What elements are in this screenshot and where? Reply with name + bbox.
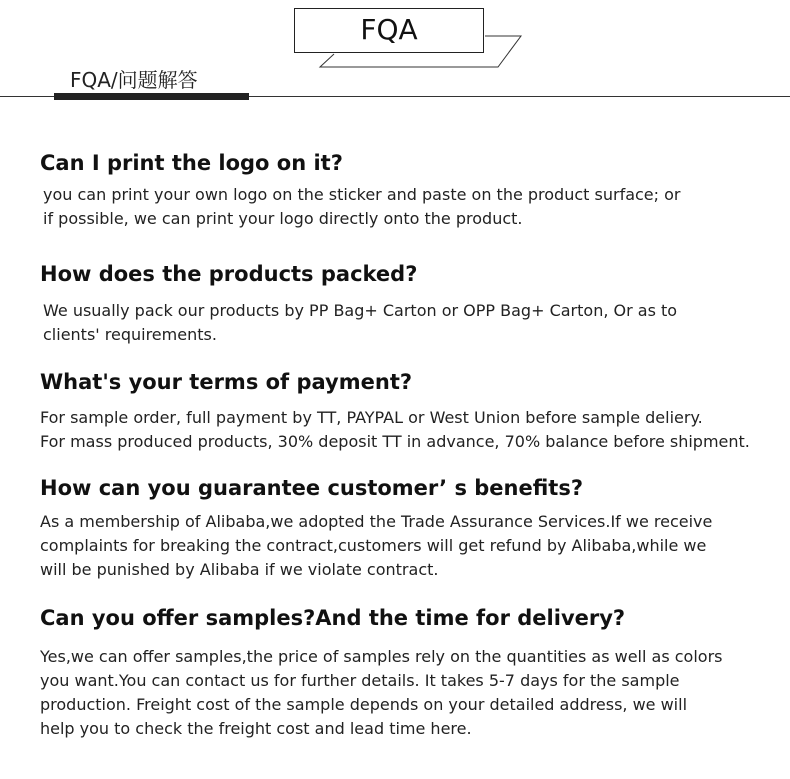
faq-question: Can you offer samples?And the time for delivery?	[40, 606, 626, 630]
faq-question: How can you guarantee customer’ s benefits?	[40, 476, 584, 500]
faq-answer: As a membership of Alibaba,we adopted the Trade Assurance Services.If we receive complaints for breaking the contract,customers will get refund by Alibaba,while we will be punished by Alibaba if we violate contract.	[40, 512, 713, 579]
section-label: FQA/问题解答	[70, 68, 198, 92]
faq-answer: For sample order, full payment by TT, PAYPAL or West Union before sample deliery. For mass produced products, 30% deposit TT in advance, 70% balance before shipment.	[40, 408, 750, 451]
faq-question: How does the products packed?	[40, 262, 418, 286]
faq-question: Can I print the logo on it?	[40, 151, 343, 175]
faq-answer: Yes,we can offer samples,the price of samples rely on the quantities as well as colors you want.You can contact us for further details. It takes 5-7 days for the sample production. Freight cost of the sample depends on your detailed address, we will help you to check the freight cost and lead time here.	[40, 647, 723, 738]
section-label-underline	[54, 93, 249, 100]
faq-answer: We usually pack our products by PP Bag+ Carton or OPP Bag+ Carton, Or as to clients' requirements.	[43, 301, 678, 344]
faq-answer: you can print your own logo on the sticker and paste on the product surface; or if possible, we can print your logo directly onto the product.	[43, 185, 681, 228]
banner-title: FQA	[294, 8, 484, 53]
faq-question: What's your terms of payment?	[40, 370, 413, 394]
